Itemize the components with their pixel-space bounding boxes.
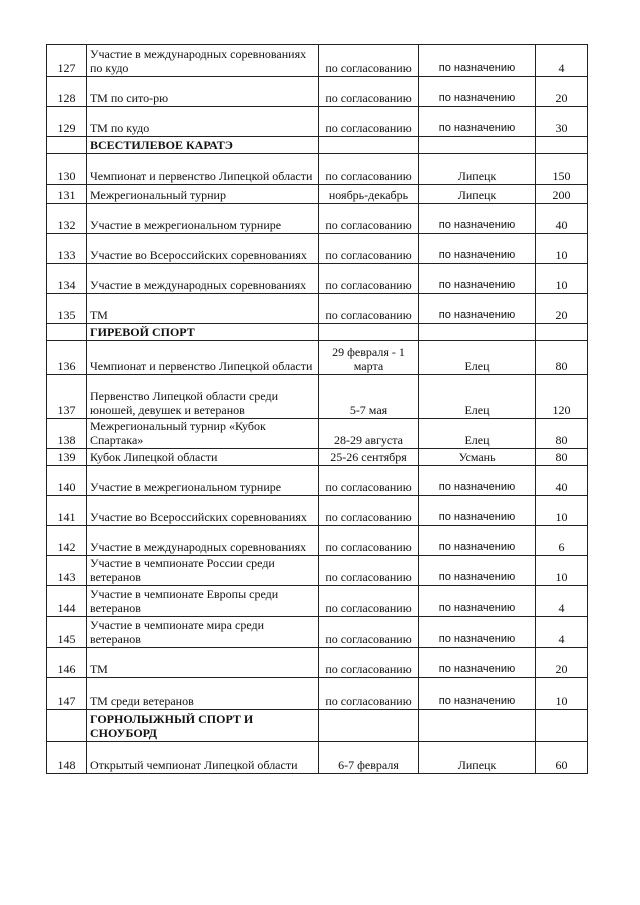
row-number: 136 [47,341,87,375]
row-number: 131 [47,185,87,204]
event-date: по согласованию [319,77,419,107]
event-date: 28-29 августа [319,419,419,449]
row-number: 141 [47,496,87,526]
participant-count: 4 [536,586,588,617]
row-number: 134 [47,264,87,294]
row-number: 133 [47,234,87,264]
event-name: Чемпионат и первенство Липецкой области [87,341,319,375]
section-qty-cell [536,137,588,154]
section-date-cell [319,137,419,154]
table-row [47,234,588,264]
events-table [46,44,588,774]
event-date: по согласованию [319,264,419,294]
participant-count: 200 [536,185,588,204]
event-place: по назначению [419,77,536,107]
participant-count: 20 [536,294,588,324]
row-number: 129 [47,107,87,137]
document-page [46,44,587,774]
table-row [47,526,588,556]
event-place: Елец [419,341,536,375]
table-row [47,264,588,294]
row-number: 139 [47,449,87,466]
event-name: ТМ среди ветеранов [87,678,319,710]
event-date: 25-26 сентября [319,449,419,466]
row-number: 137 [47,375,87,419]
participant-count: 10 [536,496,588,526]
event-date: 6-7 февраля [319,742,419,774]
section-date-cell [319,710,419,742]
event-date: по согласованию [319,45,419,77]
table-row [47,45,588,77]
event-place: Усмань [419,449,536,466]
participant-count: 40 [536,466,588,496]
event-date: по согласованию [319,154,419,185]
event-place: по назначению [419,556,536,586]
event-place: по назначению [419,107,536,137]
event-name: Участие в международных соревнованиях [87,264,319,294]
table-row [47,496,588,526]
event-date: по согласованию [319,586,419,617]
participant-count: 80 [536,341,588,375]
participant-count: 4 [536,617,588,648]
section-title: ГИРЕВОЙ СПОРТ [87,324,319,341]
event-date: по согласованию [319,234,419,264]
section-place-cell [419,710,536,742]
participant-count: 20 [536,648,588,678]
section-place-cell [419,137,536,154]
section-title: ВСЕСТИЛЕВОЕ КАРАТЭ [87,137,319,154]
event-name: Чемпионат и первенство Липецкой области [87,154,319,185]
row-number: 130 [47,154,87,185]
row-number: 144 [47,586,87,617]
table-row [47,742,588,774]
event-name: Межрегиональный турнир [87,185,319,204]
events-table-body [47,45,588,774]
participant-count: 6 [536,526,588,556]
section-header-row [47,137,588,154]
participant-count: 80 [536,449,588,466]
table-row [47,341,588,375]
table-row [47,648,588,678]
event-date: по согласованию [319,204,419,234]
participant-count: 20 [536,77,588,107]
row-number: 127 [47,45,87,77]
event-place: по назначению [419,234,536,264]
section-date-cell [319,324,419,341]
participant-count: 4 [536,45,588,77]
event-name: Участие в чемпионате мира среди ветеранов [87,617,319,648]
event-place: по назначению [419,45,536,77]
table-row [47,185,588,204]
row-number: 138 [47,419,87,449]
row-number: 143 [47,556,87,586]
event-name: Участие в чемпионате Европы среди ветеранов [87,586,319,617]
event-name: ТМ [87,294,319,324]
section-header-row [47,324,588,341]
participant-count: 10 [536,234,588,264]
table-row [47,107,588,137]
event-place: по назначению [419,648,536,678]
participant-count: 60 [536,742,588,774]
table-row [47,204,588,234]
event-date: ноябрь-декабрь [319,185,419,204]
event-name: ТМ по кудо [87,107,319,137]
event-name: Участие в межрегиональном турнире [87,204,319,234]
section-num-cell [47,324,87,341]
participant-count: 120 [536,375,588,419]
participant-count: 150 [536,154,588,185]
event-name: Участие в международных соревнованиях [87,526,319,556]
row-number: 132 [47,204,87,234]
section-place-cell [419,324,536,341]
event-name: ТМ [87,648,319,678]
event-name: Межрегиональный турнир «Кубок Спартака» [87,419,319,449]
row-number: 140 [47,466,87,496]
event-place: по назначению [419,466,536,496]
event-place: по назначению [419,586,536,617]
event-place: Липецк [419,154,536,185]
row-number: 145 [47,617,87,648]
event-name: Участие во Всероссийских соревнованиях [87,496,319,526]
event-place: по назначению [419,617,536,648]
table-row [47,678,588,710]
event-place: Липецк [419,185,536,204]
event-name: Кубок Липецкой области [87,449,319,466]
section-header-row [47,710,588,742]
row-number: 128 [47,77,87,107]
participant-count: 30 [536,107,588,137]
participant-count: 80 [536,419,588,449]
row-number: 135 [47,294,87,324]
event-name: Первенство Липецкой области среди юношей, девушек и ветеранов [87,375,319,419]
row-number: 146 [47,648,87,678]
event-date: по согласованию [319,466,419,496]
event-date: по согласованию [319,617,419,648]
table-row [47,294,588,324]
event-name: Участие во Всероссийских соревнованиях [87,234,319,264]
event-date: по согласованию [319,496,419,526]
table-row [47,77,588,107]
table-row [47,154,588,185]
event-date: по согласованию [319,107,419,137]
event-name: Участие в межрегиональном турнире [87,466,319,496]
table-row [47,556,588,586]
event-date: по согласованию [319,648,419,678]
event-name: Участие в чемпионате России среди ветеранов [87,556,319,586]
participant-count: 10 [536,556,588,586]
event-place: по назначению [419,204,536,234]
row-number: 147 [47,678,87,710]
row-number: 148 [47,742,87,774]
event-date: по согласованию [319,678,419,710]
event-place: по назначению [419,678,536,710]
event-place: Елец [419,375,536,419]
table-row [47,419,588,449]
event-date: 5-7 мая [319,375,419,419]
participant-count: 10 [536,264,588,294]
row-number: 142 [47,526,87,556]
table-row [47,617,588,648]
event-name: Открытый чемпионат Липецкой области [87,742,319,774]
section-qty-cell [536,710,588,742]
table-row [47,466,588,496]
table-row [47,449,588,466]
event-date: по согласованию [319,526,419,556]
section-qty-cell [536,324,588,341]
event-date: по согласованию [319,556,419,586]
table-row [47,586,588,617]
section-num-cell [47,137,87,154]
event-place: Липецк [419,742,536,774]
table-row [47,375,588,419]
event-place: Елец [419,419,536,449]
event-place: по назначению [419,294,536,324]
event-place: по назначению [419,526,536,556]
participant-count: 10 [536,678,588,710]
event-place: по назначению [419,496,536,526]
event-date: по согласованию [319,294,419,324]
event-place: по назначению [419,264,536,294]
section-num-cell [47,710,87,742]
event-name: ТМ по сито-рю [87,77,319,107]
event-date: 29 февраля - 1 марта [319,341,419,375]
section-title: ГОРНОЛЫЖНЫЙ СПОРТ И СНОУБОРД [87,710,319,742]
participant-count: 40 [536,204,588,234]
event-name: Участие в международных соревнованиях по кудо [87,45,319,77]
